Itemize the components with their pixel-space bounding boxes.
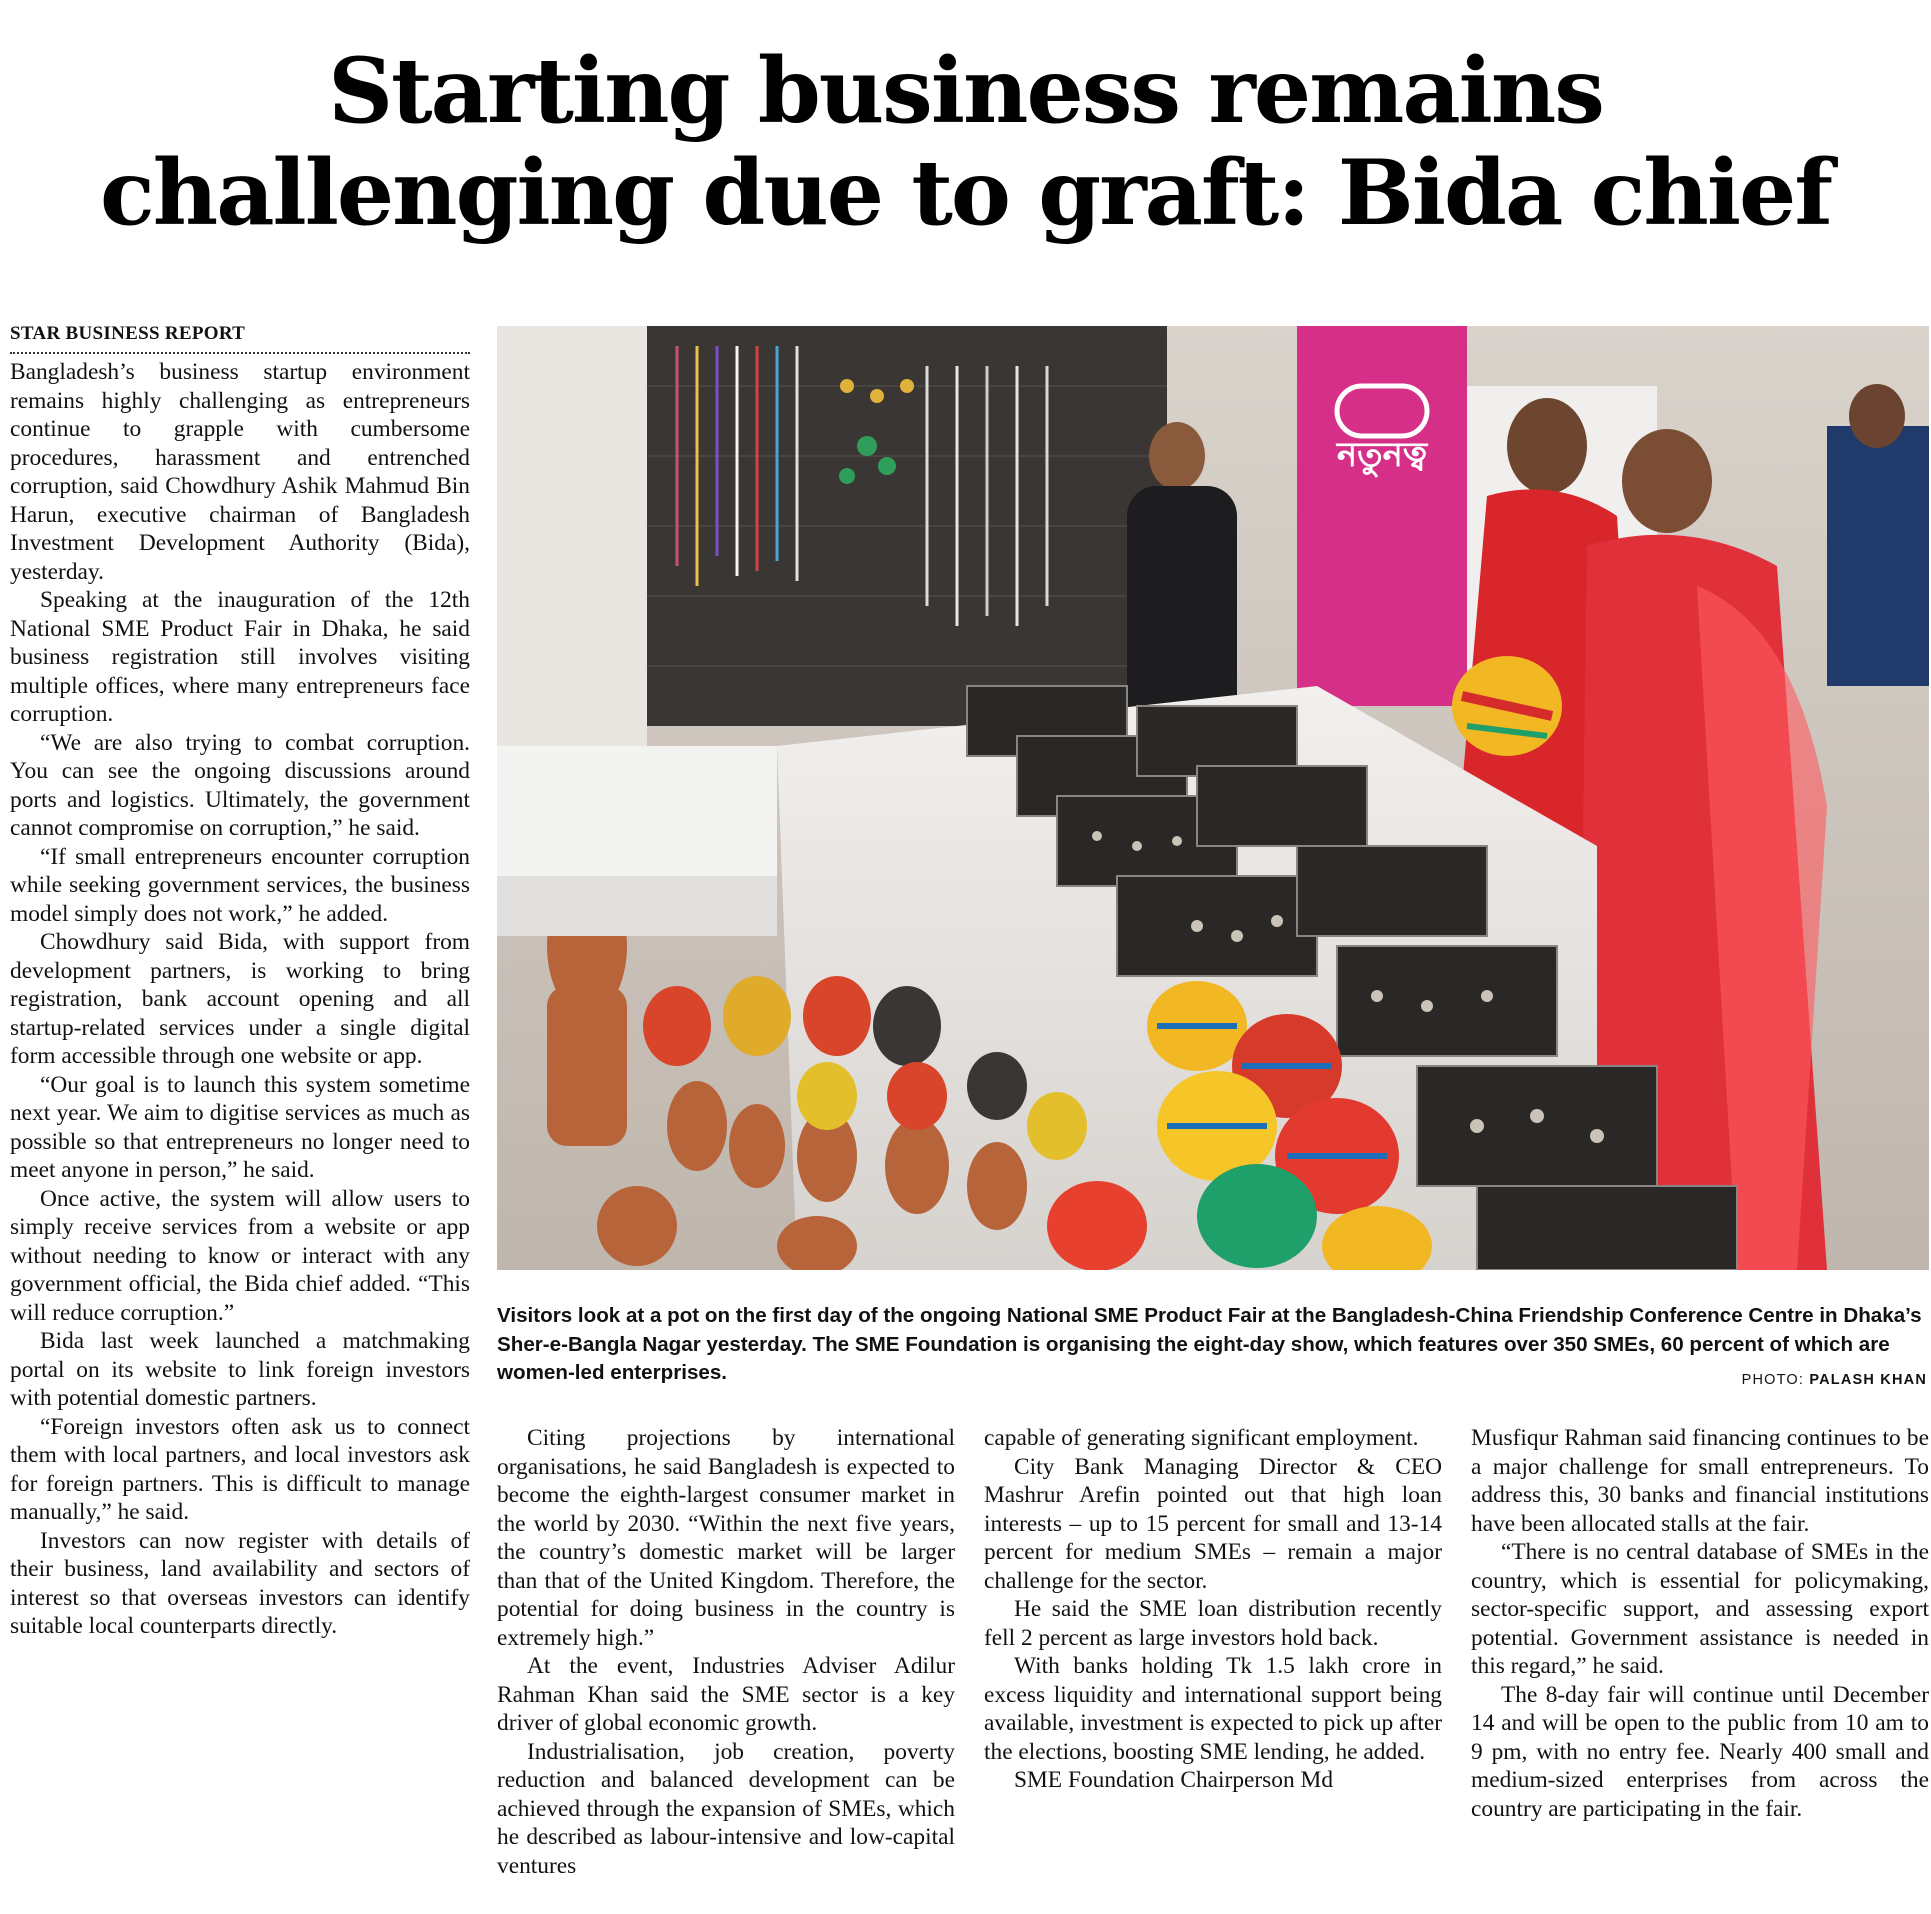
photo-credit-label: PHOTO:	[1741, 1372, 1805, 1388]
paragraph: Bangladesh’s business startup environment remains highly challenging as entrepreneurs continue to grapple with cumbersome procedures, harassment and entrenched corruption, said Chowdhury Ashik Mahmud Bin Harun, executive chairman of Bangladesh Investment Development Authority (Bida), yesterday.	[10, 359, 470, 585]
paragraph: He said the SME loan distribution recently fell 2 percent as large investors hold back.	[984, 1596, 1442, 1651]
banner-signage: নতুনত্ব	[1336, 435, 1428, 475]
paragraph: Citing projections by international organisations, he said Bangladesh is expected to become the eighth-largest consumer market in the world by 2030. “Within the next five years, the country’s domestic market will be larger than that of the United Kingdom. Therefore, the potential for doing business in the country is extremely high.”	[497, 1425, 955, 1651]
photo-credit	[1742, 1372, 1927, 1388]
paragraph: SME Foundation Chairperson Md	[1014, 1767, 1334, 1793]
headline-line-1: Starting business remains	[328, 38, 1603, 144]
byline: STAR BUSINESS REPORT	[10, 323, 470, 354]
photo-caption: Visitors look at a pot on the first day of the ongoing National SME Product Fair at the Bangladesh-China Friendship Conference Centre in Dhaka’s Sher-e-Bangla Nagar yesterday. The SME Foundation is organising the eight-day show, which features over 350 SMEs, 60 percent of which are women-led enterprises.	[497, 1304, 1922, 1384]
paragraph: “If small entrepreneurs encounter corruption while seeking government services, the business model simply does not work,” he added.	[10, 843, 470, 927]
article-column-4	[1471, 1424, 1929, 1910]
paragraph: Chowdhury said Bida, with support from development partners, is working to bring registration, bank account opening and all startup-related services under a single digital form accessible through one website or app.	[10, 929, 470, 1069]
paragraph: “Foreign investors often ask us to connect them with local partners, and local investors ask for foreign partners. This is difficult to manage manually,” he said.	[10, 1413, 470, 1525]
paragraph: capable of generating significant employment.	[984, 1425, 1419, 1451]
article-column-2	[497, 1424, 955, 1910]
paragraph: The 8-day fair will continue until December 14 and will be open to the public from 10 am to 9 pm, with no entry fee. Nearly 400 small and medium-sized enterprises from across the country are participating in the fair.	[1471, 1681, 1929, 1822]
fair-stall-photo-illustration	[497, 326, 1929, 1270]
article-column-3	[984, 1424, 1442, 1910]
paragraph: At the event, Industries Adviser Adilur Rahman Khan said the SME sector is a key driver of global economic growth.	[497, 1653, 955, 1736]
paragraph: Speaking at the inauguration of the 12th National SME Product Fair in Dhaka, he said business registration still involves visiting multiple offices, where many entrepreneurs face corruption.	[10, 587, 470, 727]
headline-line-2: challenging due to graft: Bida chief	[99, 140, 1832, 246]
paragraph: “There is no central database of SMEs in the country, which is essential for policymaking, sector-specific support, and assessing export potential. Government assistance is needed in this regard,” he said.	[1471, 1539, 1929, 1679]
paragraph: Once active, the system will allow users to simply receive services from a website or app without needing to know or interact with any government official, the Bida chief added. “This will reduce corruption.”	[10, 1185, 470, 1326]
headline	[0, 40, 1931, 244]
paragraph: With banks holding Tk 1.5 lakh crore in excess liquidity and international support being available, investment is expected to pick up after the elections, boosting SME lending, he added.	[984, 1653, 1442, 1765]
news-photo	[497, 326, 1929, 1270]
paragraph: Industrialisation, job creation, poverty reduction and balanced development can be achieved through the expansion of SMEs, which he described as labour-intensive and low-capital ventures	[497, 1738, 955, 1879]
paragraph: Bida last week launched a matchmaking portal on its website to link foreign investors with potential domestic partners.	[10, 1328, 470, 1411]
paragraph: “Our goal is to launch this system sometime next year. We aim to digitise services as much as possible so that entrepreneurs no longer need to meet anyone in person,” he said.	[10, 1071, 470, 1183]
paragraph: “We are also trying to combat corruption. You can see the ongoing discussions around ports and logistics. Ultimately, the government cannot compromise on corruption,” he said.	[10, 729, 470, 841]
photo-credit-name: PALASH KHAN	[1809, 1372, 1927, 1388]
paragraph: City Bank Managing Director & CEO Mashrur Arefin pointed out that high loan interests – up to 15 percent for small and 13-14 percent for medium SMEs – remain a major challenge for the sector.	[984, 1453, 1442, 1594]
paragraph: Investors can now register with details of their business, land availability and sectors of interest so that overseas investors can identify suitable local counterparts directly.	[10, 1527, 470, 1639]
article-column-1	[10, 358, 470, 1910]
paragraph: Musfiqur Rahman said financing continues to be a major challenge for small entrepreneurs. To address this, 30 banks and financial institutions have been allocated stalls at the fair.	[1471, 1425, 1929, 1537]
